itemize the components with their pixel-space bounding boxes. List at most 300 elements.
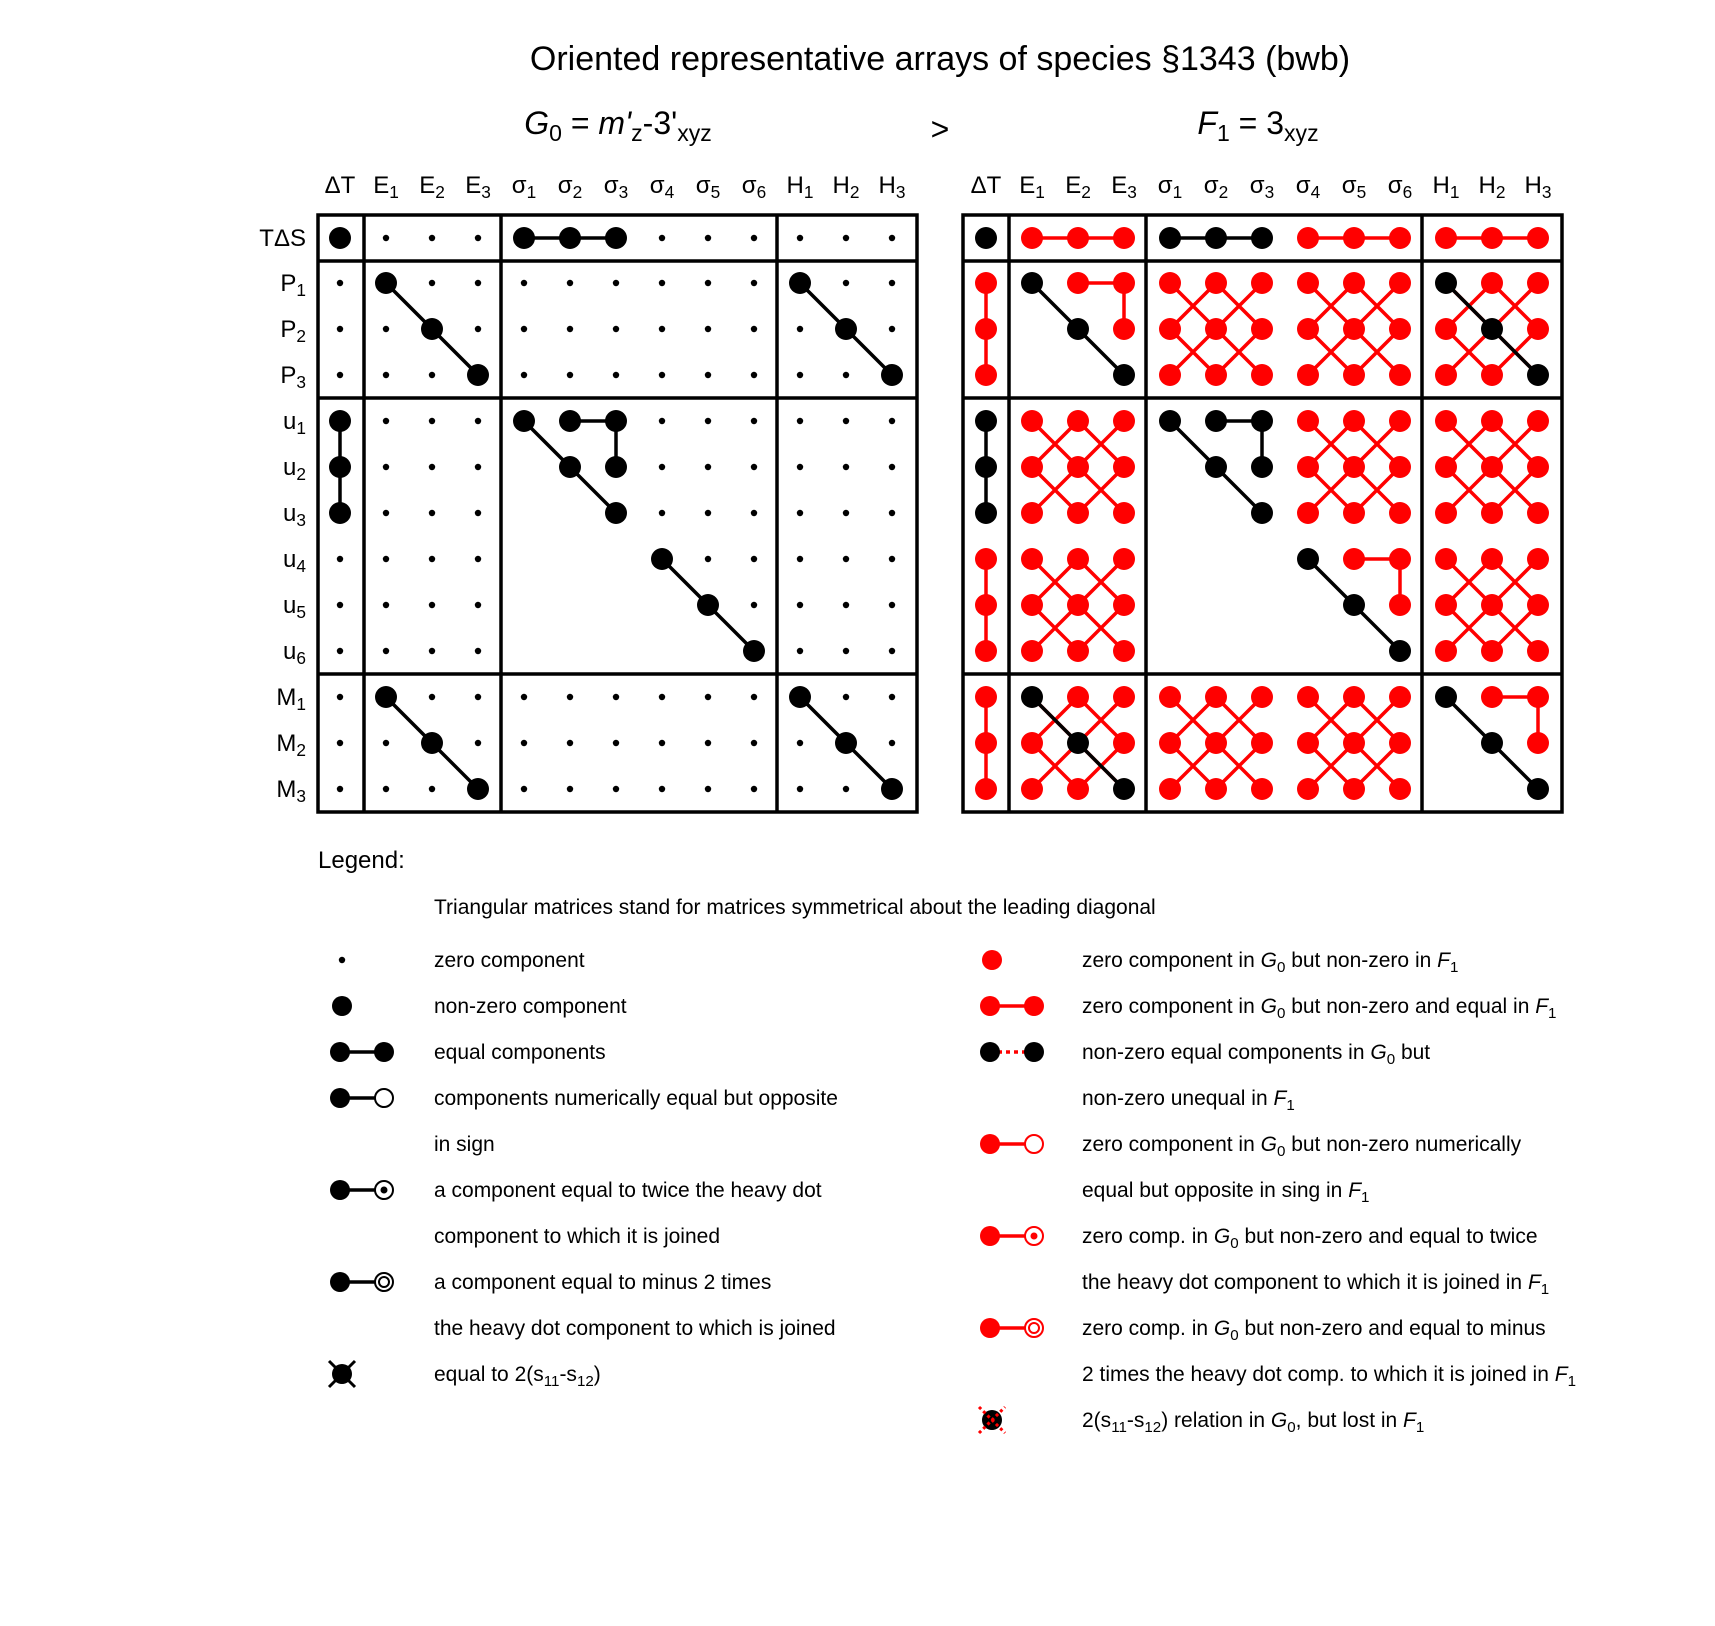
red-nonzero-component — [1067, 640, 1089, 662]
nonzero-component — [329, 410, 351, 432]
zero-component — [521, 326, 527, 332]
zero-component — [659, 694, 665, 700]
legend-symbol-twice-pair — [330, 1180, 393, 1200]
nonzero-component — [375, 272, 397, 294]
column-label: σ3 — [603, 172, 629, 203]
nonzero-component — [1205, 456, 1227, 478]
column-label: E1 — [373, 172, 399, 203]
zero-component — [475, 694, 481, 700]
zero-component — [475, 740, 481, 746]
red-nonzero-component — [1159, 686, 1181, 708]
zero-component — [429, 648, 435, 654]
zero-component — [705, 418, 711, 424]
legend-symbol-opposite-pair — [330, 1088, 393, 1108]
zero-component — [429, 694, 435, 700]
zero-component — [475, 464, 481, 470]
legend-entry-text: 2(s11-s12) relation in G0, but lost in F1 — [1082, 1409, 1425, 1436]
red-nonzero-component — [1113, 732, 1135, 754]
zero-component — [889, 418, 895, 424]
red-nonzero-component — [1481, 227, 1503, 249]
zero-component — [475, 648, 481, 654]
nonzero-component — [651, 548, 673, 570]
zero-component — [337, 556, 343, 562]
zero-component — [889, 235, 895, 241]
nonzero-component — [1113, 778, 1135, 800]
red-nonzero-component — [1527, 410, 1549, 432]
nonzero-component — [421, 732, 443, 754]
nonzero-component — [1527, 778, 1549, 800]
red-nonzero-component — [1481, 502, 1503, 524]
left-matrix — [259, 172, 917, 812]
zero-component — [705, 740, 711, 746]
nonzero-component — [881, 778, 903, 800]
row-label: P3 — [280, 362, 306, 393]
red-nonzero-component — [1251, 778, 1273, 800]
red-nonzero-component — [975, 364, 997, 386]
zero-component — [889, 556, 895, 562]
red-nonzero-component — [1389, 686, 1411, 708]
zero-component — [751, 372, 757, 378]
legend-entry-text: the heavy dot component to which it is joined in F1 — [1082, 1271, 1550, 1298]
red-nonzero-component — [1343, 732, 1365, 754]
row-label: u1 — [283, 408, 306, 439]
red-nonzero-component — [1389, 456, 1411, 478]
red-nonzero-component — [1343, 318, 1365, 340]
red-nonzero-component — [1435, 410, 1457, 432]
red-nonzero-component — [1343, 410, 1365, 432]
nonzero-component — [605, 456, 627, 478]
zero-component — [521, 694, 527, 700]
zero-component — [843, 418, 849, 424]
zero-component — [797, 372, 803, 378]
nonzero-component — [1435, 272, 1457, 294]
red-nonzero-component — [1343, 272, 1365, 294]
red-nonzero-component — [1205, 686, 1227, 708]
column-label: H2 — [1478, 172, 1506, 203]
row-label: u2 — [283, 454, 306, 485]
nonzero-component — [605, 410, 627, 432]
nonzero-component — [1343, 594, 1365, 616]
zero-component — [705, 556, 711, 562]
nonzero-component — [1251, 410, 1273, 432]
column-label: σ1 — [511, 172, 537, 203]
legend-symbol-black-dotted-pair — [980, 1042, 1044, 1062]
nonzero-component — [1251, 227, 1273, 249]
legend-entry-text: a component equal to twice the heavy dot — [434, 1179, 822, 1202]
red-nonzero-component — [1389, 732, 1411, 754]
red-nonzero-component — [1113, 410, 1135, 432]
zero-component — [705, 326, 711, 332]
red-nonzero-component — [1389, 502, 1411, 524]
legend-symbol-red-pair — [980, 996, 1044, 1016]
red-nonzero-component — [1021, 548, 1043, 570]
zero-component — [797, 235, 803, 241]
nonzero-component — [1205, 410, 1227, 432]
zero-component — [797, 786, 803, 792]
zero-component — [429, 280, 435, 286]
zero-component — [475, 510, 481, 516]
legend-entry-text: zero component — [434, 949, 585, 972]
zero-component — [613, 740, 619, 746]
red-nonzero-component — [1343, 227, 1365, 249]
red-nonzero-component — [1067, 778, 1089, 800]
nonzero-component — [975, 227, 997, 249]
zero-component — [797, 418, 803, 424]
zero-component — [751, 418, 757, 424]
legend-entry-text: components numerically equal but opposite — [434, 1087, 838, 1110]
legend-entry-text: in sign — [434, 1133, 495, 1156]
red-nonzero-component — [1067, 594, 1089, 616]
zero-component — [383, 418, 389, 424]
zero-component — [567, 694, 573, 700]
column-label: E3 — [1111, 172, 1137, 203]
red-nonzero-component — [1159, 778, 1181, 800]
zero-component — [751, 694, 757, 700]
zero-component — [797, 556, 803, 562]
zero-component — [383, 464, 389, 470]
nonzero-component — [329, 227, 351, 249]
zero-component — [797, 602, 803, 608]
zero-component — [705, 235, 711, 241]
nonzero-component — [1251, 456, 1273, 478]
nonzero-component — [975, 456, 997, 478]
red-nonzero-component — [1435, 364, 1457, 386]
zero-component — [613, 372, 619, 378]
zero-component — [567, 786, 573, 792]
red-nonzero-component — [1067, 410, 1089, 432]
zero-component — [797, 740, 803, 746]
zero-component — [705, 694, 711, 700]
right-matrix — [963, 172, 1562, 812]
red-nonzero-component — [1527, 548, 1549, 570]
red-nonzero-component — [1435, 456, 1457, 478]
zero-component — [797, 648, 803, 654]
red-nonzero-component — [1067, 548, 1089, 570]
red-nonzero-component — [1113, 272, 1135, 294]
red-nonzero-component — [1113, 686, 1135, 708]
column-label: σ4 — [1295, 172, 1321, 203]
red-nonzero-component — [1021, 732, 1043, 754]
zero-component — [889, 602, 895, 608]
zero-component — [705, 510, 711, 516]
red-nonzero-component — [1067, 456, 1089, 478]
nonzero-component — [467, 364, 489, 386]
nonzero-component — [835, 732, 857, 754]
zero-component — [797, 464, 803, 470]
legend-entry-text: zero comp. in G0 but non-zero and equal to twice — [1082, 1225, 1538, 1252]
red-nonzero-component — [1297, 318, 1319, 340]
zero-component — [475, 280, 481, 286]
nonzero-component — [835, 318, 857, 340]
red-nonzero-component — [975, 318, 997, 340]
column-label: σ5 — [1341, 172, 1367, 203]
legend-entry-text: equal to 2(s11-s12) — [434, 1363, 601, 1390]
zero-component — [659, 740, 665, 746]
legend-entry-text: equal but opposite in sing in F1 — [1082, 1179, 1370, 1206]
nonzero-component — [975, 410, 997, 432]
zero-component — [843, 510, 849, 516]
zero-component — [521, 280, 527, 286]
nonzero-component — [1481, 732, 1503, 754]
zero-component — [751, 786, 757, 792]
column-label: σ6 — [741, 172, 767, 203]
legend-symbol-small-dot — [339, 957, 345, 963]
nonzero-component — [1205, 227, 1227, 249]
column-label: E1 — [1019, 172, 1045, 203]
column-label: ΔT — [970, 172, 1002, 199]
zero-component — [567, 280, 573, 286]
nonzero-component — [329, 456, 351, 478]
zero-component — [889, 510, 895, 516]
zero-component — [429, 556, 435, 562]
red-nonzero-component — [1527, 686, 1549, 708]
column-label: H1 — [786, 172, 814, 203]
nonzero-component — [1113, 364, 1135, 386]
red-nonzero-component — [1021, 227, 1043, 249]
red-nonzero-component — [1435, 318, 1457, 340]
zero-component — [889, 648, 895, 654]
nonzero-component — [697, 594, 719, 616]
red-nonzero-component — [1481, 686, 1503, 708]
red-nonzero-component — [1481, 594, 1503, 616]
zero-component — [705, 372, 711, 378]
column-label: H3 — [1524, 172, 1552, 203]
zero-component — [613, 694, 619, 700]
column-label: H3 — [878, 172, 906, 203]
red-nonzero-component — [1389, 318, 1411, 340]
zero-component — [843, 556, 849, 562]
zero-component — [751, 510, 757, 516]
red-nonzero-component — [1113, 318, 1135, 340]
red-nonzero-component — [1435, 227, 1457, 249]
nonzero-component — [605, 227, 627, 249]
red-nonzero-component — [1251, 272, 1273, 294]
zero-component — [337, 648, 343, 654]
red-nonzero-component — [1389, 594, 1411, 616]
red-nonzero-component — [1527, 732, 1549, 754]
red-nonzero-component — [1297, 778, 1319, 800]
red-nonzero-component — [1113, 227, 1135, 249]
zero-component — [659, 326, 665, 332]
red-nonzero-component — [1251, 318, 1273, 340]
zero-component — [797, 326, 803, 332]
zero-component — [843, 464, 849, 470]
zero-component — [567, 372, 573, 378]
zero-component — [705, 464, 711, 470]
column-label: σ6 — [1387, 172, 1413, 203]
red-nonzero-component — [1159, 732, 1181, 754]
red-nonzero-component — [975, 732, 997, 754]
column-label: σ3 — [1249, 172, 1275, 203]
zero-component — [429, 418, 435, 424]
nonzero-component — [1021, 272, 1043, 294]
nonzero-component — [789, 272, 811, 294]
red-nonzero-component — [1297, 364, 1319, 386]
red-nonzero-component — [1343, 686, 1365, 708]
row-label: P1 — [280, 270, 306, 301]
legend-entry-text: non-zero equal components in G0 but — [1082, 1041, 1431, 1068]
zero-component — [659, 786, 665, 792]
zero-component — [383, 740, 389, 746]
zero-component — [659, 235, 665, 241]
red-nonzero-component — [1021, 456, 1043, 478]
red-nonzero-component — [1205, 732, 1227, 754]
zero-component — [429, 786, 435, 792]
red-nonzero-component — [1205, 364, 1227, 386]
row-label: M2 — [276, 730, 306, 761]
legend-entry-text: a component equal to minus 2 times — [434, 1271, 772, 1294]
legend-entry-text: the heavy dot component to which is joined — [434, 1317, 836, 1340]
red-nonzero-component — [1113, 456, 1135, 478]
red-nonzero-component — [1159, 318, 1181, 340]
zero-component — [889, 464, 895, 470]
zero-component — [475, 235, 481, 241]
column-label: E3 — [465, 172, 491, 203]
zero-component — [705, 786, 711, 792]
zero-component — [751, 235, 757, 241]
column-label: ΔT — [324, 172, 356, 199]
legend-symbol-big-dot — [332, 996, 352, 1016]
row-label: P2 — [280, 316, 306, 347]
nonzero-component — [881, 364, 903, 386]
zero-component — [429, 372, 435, 378]
nonzero-component — [1251, 502, 1273, 524]
zero-component — [567, 326, 573, 332]
red-nonzero-component — [1021, 778, 1043, 800]
red-nonzero-component — [1481, 456, 1503, 478]
zero-component — [521, 786, 527, 792]
zero-component — [751, 602, 757, 608]
zero-component — [659, 372, 665, 378]
zero-component — [843, 372, 849, 378]
red-nonzero-component — [1297, 227, 1319, 249]
red-nonzero-component — [975, 594, 997, 616]
nonzero-component — [1067, 318, 1089, 340]
right-matrix-header: F1 = 3xyz — [1197, 105, 1319, 147]
zero-component — [383, 786, 389, 792]
legend-entry-text: non-zero component — [434, 995, 627, 1018]
red-nonzero-component — [1113, 502, 1135, 524]
row-label: M3 — [276, 776, 306, 807]
zero-component — [567, 740, 573, 746]
red-nonzero-component — [1527, 640, 1549, 662]
nonzero-component — [743, 640, 765, 662]
nonzero-component — [975, 502, 997, 524]
row-label: u5 — [283, 592, 306, 623]
legend-symbol-red-twice-pair — [980, 1226, 1043, 1246]
red-nonzero-component — [1067, 227, 1089, 249]
zero-component — [843, 280, 849, 286]
legend-symbol-red-dot — [982, 950, 1002, 970]
red-nonzero-component — [1435, 502, 1457, 524]
zero-component — [383, 326, 389, 332]
zero-component — [383, 602, 389, 608]
nonzero-component — [1481, 318, 1503, 340]
red-nonzero-component — [1159, 272, 1181, 294]
red-nonzero-component — [1389, 778, 1411, 800]
nonzero-component — [1527, 364, 1549, 386]
zero-component — [429, 464, 435, 470]
legend-symbol-minus-two-pair — [330, 1272, 393, 1292]
zero-component — [797, 510, 803, 516]
nonzero-component — [513, 227, 535, 249]
red-nonzero-component — [1389, 227, 1411, 249]
red-nonzero-component — [1205, 272, 1227, 294]
red-nonzero-component — [1481, 640, 1503, 662]
red-nonzero-component — [1527, 227, 1549, 249]
red-nonzero-component — [1343, 548, 1365, 570]
red-nonzero-component — [975, 272, 997, 294]
column-label: σ2 — [1203, 172, 1229, 203]
red-nonzero-component — [1527, 456, 1549, 478]
red-nonzero-component — [1205, 778, 1227, 800]
zero-component — [337, 786, 343, 792]
zero-component — [751, 556, 757, 562]
zero-component — [843, 602, 849, 608]
nonzero-component — [559, 456, 581, 478]
zero-component — [337, 740, 343, 746]
zero-component — [475, 418, 481, 424]
zero-component — [383, 235, 389, 241]
zero-component — [429, 510, 435, 516]
zero-component — [659, 418, 665, 424]
column-label: σ1 — [1157, 172, 1183, 203]
red-nonzero-component — [1159, 364, 1181, 386]
zero-component — [751, 326, 757, 332]
red-nonzero-component — [1205, 318, 1227, 340]
red-nonzero-component — [1389, 410, 1411, 432]
zero-component — [613, 326, 619, 332]
red-nonzero-component — [1297, 502, 1319, 524]
zero-component — [337, 694, 343, 700]
nonzero-component — [375, 686, 397, 708]
nonzero-component — [559, 410, 581, 432]
legend-entry-text: 2 times the heavy dot comp. to which it is joined in F1 — [1082, 1363, 1576, 1390]
column-label: σ2 — [557, 172, 583, 203]
legend-symbol-red-minus-two-pair — [980, 1318, 1043, 1338]
zero-component — [475, 556, 481, 562]
zero-component — [337, 602, 343, 608]
row-label: M1 — [276, 684, 306, 715]
red-nonzero-component — [1389, 364, 1411, 386]
zero-component — [843, 648, 849, 654]
zero-component — [337, 372, 343, 378]
legend-symbol-red-opposite-pair — [980, 1134, 1043, 1154]
zero-component — [705, 280, 711, 286]
zero-component — [337, 326, 343, 332]
column-label: H2 — [832, 172, 860, 203]
zero-component — [889, 280, 895, 286]
red-nonzero-component — [1021, 640, 1043, 662]
zero-component — [751, 464, 757, 470]
red-nonzero-component — [975, 640, 997, 662]
row-label: u6 — [283, 638, 306, 669]
column-label: σ4 — [649, 172, 675, 203]
column-label: E2 — [419, 172, 445, 203]
red-nonzero-component — [975, 548, 997, 570]
red-nonzero-component — [1021, 594, 1043, 616]
red-nonzero-component — [1297, 732, 1319, 754]
red-nonzero-component — [1297, 456, 1319, 478]
nonzero-component — [467, 778, 489, 800]
red-nonzero-component — [1389, 548, 1411, 570]
red-nonzero-component — [1297, 272, 1319, 294]
red-nonzero-component — [1297, 686, 1319, 708]
legend-entry-text: zero component in G0 but non-zero and equal in F1 — [1082, 995, 1557, 1022]
red-nonzero-component — [1251, 364, 1273, 386]
red-nonzero-component — [1297, 410, 1319, 432]
red-nonzero-component — [1435, 548, 1457, 570]
